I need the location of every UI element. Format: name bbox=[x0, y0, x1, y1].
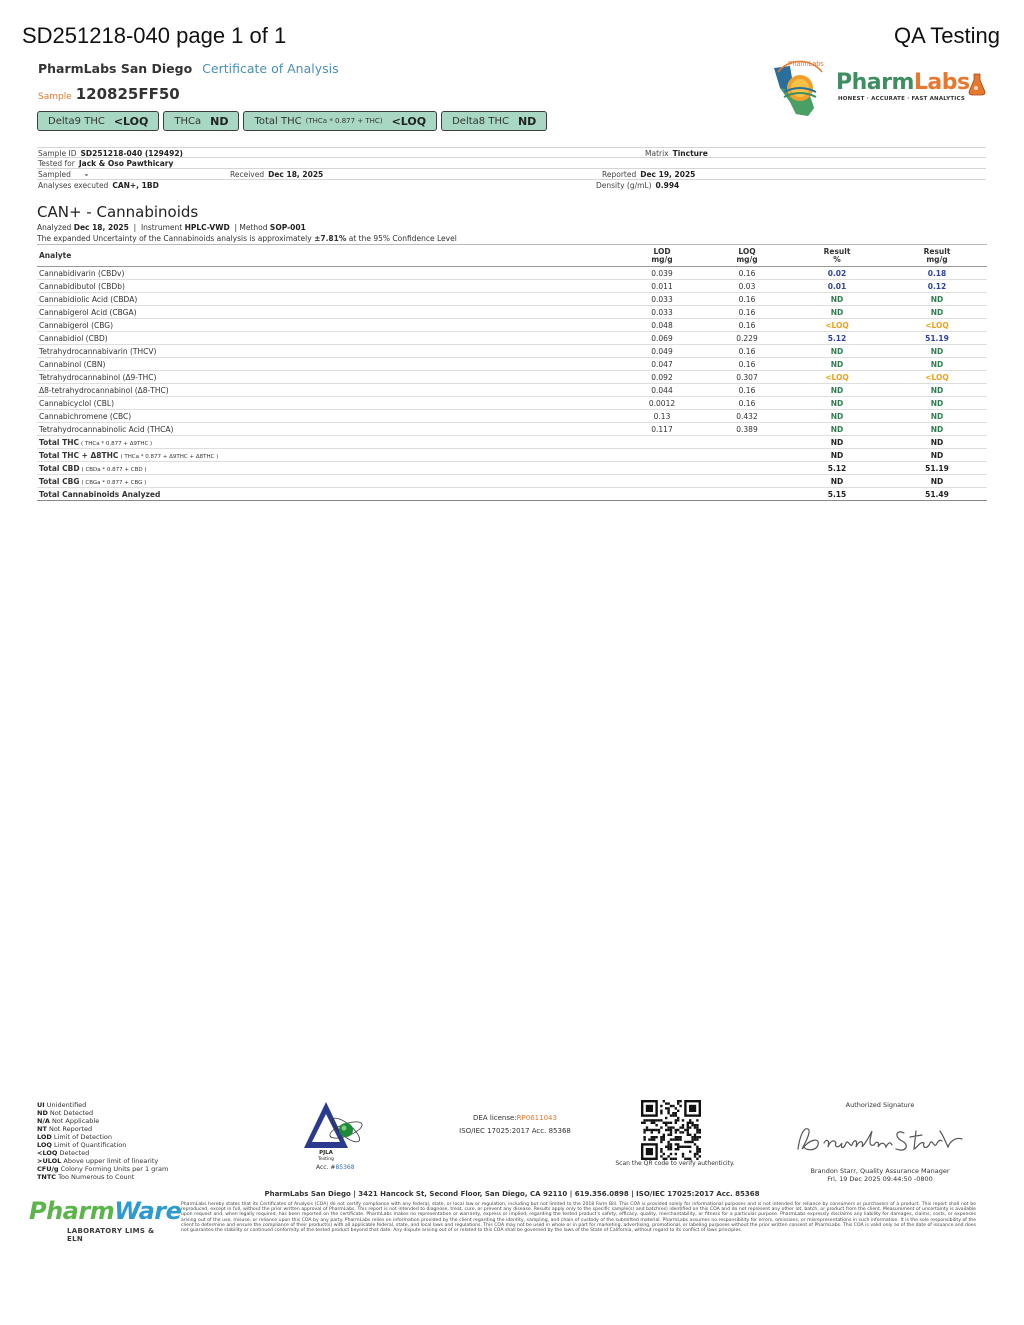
result-mg-value: 0.12 bbox=[887, 280, 987, 293]
table-row bbox=[37, 267, 987, 280]
legend-item: N/A Not Applicable bbox=[37, 1117, 100, 1125]
sample-id-field: Sample ID SD251218-040 (129492) bbox=[38, 149, 183, 158]
dea-license-block bbox=[455, 1112, 575, 1138]
analyte-name: Cannabidibutol (CBDb) bbox=[37, 280, 617, 293]
lod-value: 0.13 bbox=[617, 410, 707, 423]
loq-value: 0.389 bbox=[707, 423, 787, 436]
info-row bbox=[37, 158, 986, 169]
logo-arc-text: PharmLabs bbox=[788, 61, 824, 68]
badge-label: THCa bbox=[174, 115, 202, 127]
total-name: Total CBG ( CBGa * 0.877 + CBG ) bbox=[37, 475, 617, 488]
badge-value: <LOQ bbox=[391, 114, 427, 128]
handwritten-signature bbox=[790, 1121, 970, 1157]
lod-value: 0.044 bbox=[617, 384, 707, 397]
sampled-field: Sampled - bbox=[38, 170, 89, 179]
abbreviation-legend bbox=[37, 1101, 168, 1181]
qr-caption: Scan the QR code to verify authenticity. bbox=[615, 1160, 735, 1167]
total-mg-value: 51.49 bbox=[887, 488, 987, 501]
result-pct-value: ND bbox=[787, 306, 887, 319]
loq-value: 0.16 bbox=[707, 319, 787, 332]
result-mg-value: ND bbox=[887, 423, 987, 436]
loq-value: 0.16 bbox=[707, 358, 787, 371]
table-row bbox=[37, 319, 987, 332]
sample-code: 120825FF50 bbox=[75, 85, 180, 103]
legend-item: NT Not Reported bbox=[37, 1125, 93, 1133]
loq-value: 0.16 bbox=[707, 293, 787, 306]
analyses-field: Analyses executed CAN+, 1BD bbox=[38, 181, 159, 190]
result-pct-value: 0.01 bbox=[787, 280, 887, 293]
table-row bbox=[37, 371, 987, 384]
analyte-name: Δ8-tetrahydrocannabinol (Δ8-THC) bbox=[37, 384, 617, 397]
reported-field: Reported Dec 19, 2025 bbox=[602, 170, 696, 179]
lod-value bbox=[617, 488, 707, 501]
result-pct-value: ND bbox=[787, 410, 887, 423]
logo-tagline: HONEST · ACCURATE · FAST ANALYTICS bbox=[838, 96, 966, 102]
badge-label: Delta8 THC bbox=[452, 115, 509, 127]
report-category: QA Testing bbox=[894, 23, 1000, 48]
cannabinoid-results-table bbox=[37, 244, 987, 501]
legend-item: TNTC Too Numerous to Count bbox=[37, 1173, 135, 1181]
result-pct-value: ND bbox=[787, 358, 887, 371]
analyte-name: Cannabidivarin (CBDv) bbox=[37, 267, 617, 280]
col-result-mg: Result mg/g bbox=[887, 245, 987, 267]
info-row bbox=[37, 147, 986, 158]
badge-delta9-thc bbox=[37, 111, 159, 131]
analyte-name: Cannabigerol (CBG) bbox=[37, 319, 617, 332]
lab-name: PharmLabs San Diego bbox=[38, 61, 193, 76]
badge-delta8-thc bbox=[441, 111, 547, 131]
lod-value: 0.033 bbox=[617, 293, 707, 306]
lod-value: 0.033 bbox=[617, 306, 707, 319]
result-mg-value: ND bbox=[887, 306, 987, 319]
matrix-field: Matrix Tincture bbox=[645, 149, 708, 158]
dea-license: DEA license:RP0611043 bbox=[473, 1114, 557, 1122]
total-mg-value: 51.19 bbox=[887, 462, 987, 475]
badge-label: Total THC bbox=[254, 115, 302, 127]
info-row bbox=[37, 169, 986, 180]
sample-prefix: Sample bbox=[38, 92, 72, 102]
lod-value: 0.011 bbox=[617, 280, 707, 293]
lod-value bbox=[617, 436, 707, 449]
pjla-subtitle: Testing bbox=[318, 1157, 334, 1162]
total-pct-value: 5.12 bbox=[787, 462, 887, 475]
sample-line bbox=[38, 85, 180, 103]
result-pct-value: ND bbox=[787, 384, 887, 397]
table-header-row bbox=[37, 245, 987, 267]
loq-value bbox=[707, 462, 787, 475]
received-field: Received Dec 18, 2025 bbox=[230, 170, 324, 179]
loq-value bbox=[707, 475, 787, 488]
analyte-name: Cannabinol (CBN) bbox=[37, 358, 617, 371]
result-pct-value: ND bbox=[787, 293, 887, 306]
loq-value: 0.03 bbox=[707, 280, 787, 293]
result-pct-value: ND bbox=[787, 397, 887, 410]
analyte-name: Tetrahydrocannabinol (Δ9-THC) bbox=[37, 371, 617, 384]
lod-value: 0.049 bbox=[617, 345, 707, 358]
result-pct-value: 5.12 bbox=[787, 332, 887, 345]
lod-value: 0.117 bbox=[617, 423, 707, 436]
lod-value: 0.047 bbox=[617, 358, 707, 371]
col-analyte: Analyte bbox=[37, 245, 617, 267]
pjla-name: PJLA bbox=[319, 1150, 333, 1156]
loq-value: 0.16 bbox=[707, 397, 787, 410]
analyte-name: Cannabicyclol (CBL) bbox=[37, 397, 617, 410]
total-row bbox=[37, 449, 987, 462]
lod-value: 0.048 bbox=[617, 319, 707, 332]
legend-item: LOQ Limit of Quantification bbox=[37, 1141, 127, 1149]
document-type: Certificate of Analysis bbox=[202, 61, 339, 76]
report-id-page: SD251218-040 page 1 of 1 bbox=[22, 23, 287, 48]
analysis-meta: Analyzed Dec 18, 2025 | Instrument HPLC-VWD | Method SOP-001 bbox=[37, 223, 306, 232]
pharmware-logo bbox=[27, 1197, 182, 1243]
result-pct-value: ND bbox=[787, 423, 887, 436]
analyte-name: Tetrahydrocannabivarin (THCV) bbox=[37, 345, 617, 358]
table-row bbox=[37, 423, 987, 436]
uncertainty-note: The expanded Uncertainty of the Cannabinoids analysis is approximately ±7.81% at the 95% Confidence Level bbox=[37, 234, 457, 243]
result-mg-value: <LOQ bbox=[887, 319, 987, 332]
total-name: Total THC + Δ8THC ( THCa * 0.877 + Δ9THC + Δ8THC ) bbox=[37, 449, 617, 462]
table-row bbox=[37, 384, 987, 397]
loq-value: 0.432 bbox=[707, 410, 787, 423]
table-row bbox=[37, 397, 987, 410]
pjla-accreditation-number: Acc. #85368 bbox=[316, 1164, 355, 1171]
lab-line bbox=[38, 61, 339, 76]
total-row bbox=[37, 436, 987, 449]
loq-value: 0.16 bbox=[707, 345, 787, 358]
lod-value bbox=[617, 449, 707, 462]
result-mg-value: ND bbox=[887, 410, 987, 423]
iso-accreditation: ISO/IEC 17025:2017 Acc. 85368 bbox=[459, 1127, 571, 1135]
flask-icon bbox=[968, 72, 986, 96]
total-name: Total Cannabinoids Analyzed bbox=[37, 488, 617, 501]
total-mg-value: ND bbox=[887, 449, 987, 462]
legend-item: UI Unidentified bbox=[37, 1101, 87, 1109]
result-mg-value: ND bbox=[887, 345, 987, 358]
result-mg-value: 51.19 bbox=[887, 332, 987, 345]
total-row bbox=[37, 488, 987, 501]
loq-value bbox=[707, 436, 787, 449]
total-pct-value: ND bbox=[787, 449, 887, 462]
result-mg-value: ND bbox=[887, 358, 987, 371]
legal-disclaimer: PharmLabs hereby states that its Certificates of Analysis (COA) do not certify compliance with any federal, state, or local law or regulation, including but not limited to the 2018 Farm Bill. This COA is provided solely for informational purposes and is not intended for reliance by consumers or purchasers of a product. This report shall not be reproduced, except in full, without the prior written approval of PharmLabs. This report is not intended to diagnose, treat, cure, or prevent any disease. Results apply only to the specific sample(s) and batch(es) identified on this COA and do not represent any other lot, batch, or product from the client. Measurement of uncertainty is available upon request and, when legally required, has been reported on the certificate. PharmLabs makes no representation or warranty, express or implied, regarding the tested product's safety, efficacy, quality, merchantability, or fitness for a particular purpose. PharmLabs expressly disclaims any liability for damages, claims, costs, or expenses arising out of the use, misuse, or reliance upon this COA by any party. PharmLabs relies on information provided by the client regarding the identity, sampling, and chain of custody of the submitted material. PharmLabs assumes no responsibility for errors, omissions, or misrepresentations in such information. It is the sole responsibility of the client to determine and ensure the compliance of their product(s) with all applicable federal, state, and local laws and regulations. This COA may not be used in whole or in part for marketing, advertising, promotional, or labeling purposes without the prior written consent of PharmLabs. This COA is valid only as of the date of issuance and does not guarantee the stability or continued conformity of the tested product beyond that date. Any dispute arising out of or related to this COA shall be governed by the laws of the State of California, without regard to its conflict of laws principles. bbox=[181, 1202, 976, 1234]
section-title: CAN+ - Cannabinoids bbox=[37, 203, 199, 221]
total-pct-value: 5.15 bbox=[787, 488, 887, 501]
summary-badges bbox=[37, 111, 547, 131]
loq-value: 0.16 bbox=[707, 384, 787, 397]
result-pct-value: <LOQ bbox=[787, 319, 887, 332]
badge-thca bbox=[163, 111, 239, 131]
col-result-pct: Result % bbox=[787, 245, 887, 267]
badge-value: ND bbox=[210, 114, 229, 128]
pharmware-subtitle: LABORATORY LIMS & ELN bbox=[67, 1227, 155, 1243]
lod-value bbox=[617, 475, 707, 488]
footer-address: PharmLabs San Diego | 3421 Hancock St, Second Floor, San Diego, CA 92110 | 619.356.0898 | ISO/IEC 17025:2017 Acc. 85368 bbox=[264, 1190, 760, 1198]
analyte-name: Cannabigerol Acid (CBGA) bbox=[37, 306, 617, 319]
result-mg-value: 0.18 bbox=[887, 267, 987, 280]
authorized-signature-block bbox=[790, 1101, 970, 1183]
total-name: Total THC ( THCa * 0.877 + Δ9THC ) bbox=[37, 436, 617, 449]
legend-item: <LOQ Detected bbox=[37, 1149, 90, 1157]
table-row bbox=[37, 358, 987, 371]
lod-value bbox=[617, 462, 707, 475]
loq-value: 0.16 bbox=[707, 267, 787, 280]
legend-item: ND Not Detected bbox=[37, 1109, 94, 1117]
table-row bbox=[37, 410, 987, 423]
signer-name: Brandon Starr, Quality Assurance Manager bbox=[810, 1167, 950, 1175]
total-pct-value: ND bbox=[787, 475, 887, 488]
analyte-name: Cannabichromene (CBC) bbox=[37, 410, 617, 423]
total-pct-value: ND bbox=[787, 436, 887, 449]
loq-value bbox=[707, 449, 787, 462]
page-header bbox=[22, 20, 1000, 52]
total-name: Total CBD ( CBDa * 0.877 + CBD ) bbox=[37, 462, 617, 475]
info-row bbox=[37, 180, 986, 191]
legend-item: >ULOL Above upper limit of linearity bbox=[37, 1157, 159, 1165]
result-pct-value: 0.02 bbox=[787, 267, 887, 280]
legend-item: CFU/g Colony Forming Units per 1 gram bbox=[37, 1165, 169, 1173]
loq-value: 0.307 bbox=[707, 371, 787, 384]
col-lod: LOD mg/g bbox=[617, 245, 707, 267]
badge-total-thc bbox=[243, 111, 437, 131]
loq-value bbox=[707, 488, 787, 501]
density-field: Density (g/mL) 0.994 bbox=[596, 181, 680, 190]
pharmware-wordmark: PharmWare bbox=[29, 1197, 182, 1225]
signature-date: Fri, 19 Dec 2025 09:44:50 -0800 bbox=[827, 1175, 933, 1183]
result-mg-value: ND bbox=[887, 384, 987, 397]
pjla-accreditation bbox=[302, 1100, 366, 1174]
pjla-triangle-icon bbox=[302, 1100, 366, 1152]
loq-value: 0.229 bbox=[707, 332, 787, 345]
pharmlabs-logo bbox=[770, 58, 990, 120]
lod-value: 0.0012 bbox=[617, 397, 707, 410]
tested-for-field: Tested for Jack & Oso Pawthicary bbox=[38, 159, 174, 168]
legend-item: LOD Limit of Detection bbox=[37, 1133, 113, 1141]
lod-value: 0.039 bbox=[617, 267, 707, 280]
total-row bbox=[37, 475, 987, 488]
table-row bbox=[37, 280, 987, 293]
analyte-name: Cannabidiol (CBD) bbox=[37, 332, 617, 345]
badge-value: ND bbox=[517, 114, 537, 128]
table-row bbox=[37, 293, 987, 306]
result-pct-value: <LOQ bbox=[787, 371, 887, 384]
signature-heading: Authorized Signature bbox=[845, 1101, 915, 1109]
table-row bbox=[37, 332, 987, 345]
loq-value: 0.16 bbox=[707, 306, 787, 319]
badge-label: Delta9 THC bbox=[48, 115, 105, 127]
lod-value: 0.069 bbox=[617, 332, 707, 345]
col-loq: LOQ mg/g bbox=[707, 245, 787, 267]
table-row bbox=[37, 306, 987, 319]
sample-info-grid bbox=[37, 147, 986, 191]
result-mg-value: ND bbox=[887, 293, 987, 306]
total-row bbox=[37, 462, 987, 475]
logo-wordmark: PharmLabs bbox=[836, 70, 970, 95]
california-sun-emblem-icon bbox=[770, 58, 834, 120]
result-mg-value: <LOQ bbox=[887, 371, 987, 384]
analyte-name: Cannabidiolic Acid (CBDA) bbox=[37, 293, 617, 306]
table-body bbox=[37, 267, 987, 501]
lod-value: 0.092 bbox=[617, 371, 707, 384]
verification-qr-code[interactable] bbox=[641, 1100, 701, 1160]
result-mg-value: ND bbox=[887, 397, 987, 410]
result-pct-value: ND bbox=[787, 345, 887, 358]
total-mg-value: ND bbox=[887, 436, 987, 449]
badge-value: <LOQ bbox=[113, 114, 149, 128]
table-row bbox=[37, 345, 987, 358]
total-mg-value: ND bbox=[887, 475, 987, 488]
analyte-name: Tetrahydrocannabinolic Acid (THCA) bbox=[37, 423, 617, 436]
badge-formula: (THCa * 0.877 + THC) bbox=[305, 117, 383, 125]
